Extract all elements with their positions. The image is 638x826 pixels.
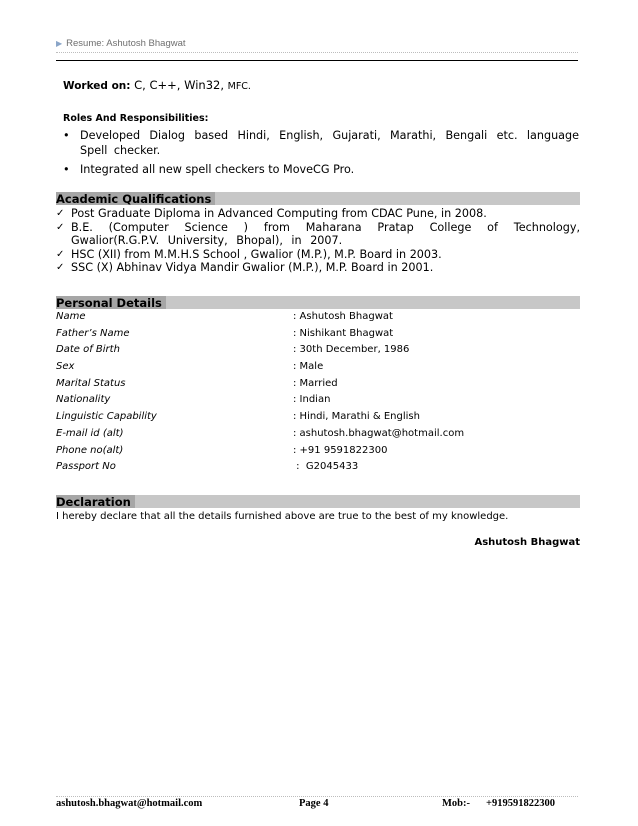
checkmark-icon: ✓ xyxy=(56,221,65,233)
declaration-text: I hereby declare that all the details furnished above are true to the best of my knowledge. xyxy=(56,511,509,522)
worked-on-line xyxy=(63,78,251,92)
role-text: Integrated all new spell checkers to MoveCG Pro. xyxy=(80,163,355,176)
bullet-dot-icon: • xyxy=(63,163,70,176)
worked-on-value: C, C++, Win32, xyxy=(134,78,224,92)
detail-key: Nationality xyxy=(56,394,111,406)
detail-key: Sex xyxy=(56,361,75,373)
list-item xyxy=(56,248,580,262)
academic-text: SSC (X) Abhinav Vidya Mandir Gwalior (M.P.), M.P. Board in 2001. xyxy=(71,261,434,274)
table-row xyxy=(56,311,576,328)
checkmark-icon: ✓ xyxy=(56,208,65,219)
roles-list xyxy=(63,128,579,181)
list-item xyxy=(63,162,579,177)
section-title: Academic Qualifications xyxy=(56,192,215,205)
list-item xyxy=(56,221,580,248)
detail-value: : Indian xyxy=(293,394,331,406)
academic-list xyxy=(56,207,580,275)
detail-key: Name xyxy=(56,311,86,322)
detail-key: E-mail id (alt) xyxy=(56,427,124,439)
table-row xyxy=(56,445,576,462)
detail-key: Passport No xyxy=(56,461,116,473)
table-row xyxy=(56,361,576,378)
table-row xyxy=(56,394,576,411)
table-row xyxy=(56,328,576,345)
detail-key: Marital Status xyxy=(56,377,126,389)
detail-value: : +91 9591822300 xyxy=(293,444,388,456)
role-text: Developed Dialog based Hindi, English, Gujarati, Marathi, Bengali etc. language Spell checker. xyxy=(80,129,579,157)
worked-on-label: Worked on: xyxy=(63,80,131,92)
triangle-right-icon: ▶ xyxy=(56,39,63,48)
roles-title: Roles And Responsibilities: xyxy=(63,113,209,124)
detail-key: Linguistic Capability xyxy=(56,411,157,423)
academic-text: B.E. (Computer Science ) from Maharana Pratap College of Technology, Gwalior(R.G.P.V. University, Bhopal), in 2007. xyxy=(71,220,580,247)
detail-value: : Nishikant Bhagwat xyxy=(293,327,394,339)
checkmark-icon: ✓ xyxy=(56,248,65,260)
detail-key: Date of Birth xyxy=(56,344,120,356)
page-footer xyxy=(56,796,578,811)
footer-page-number: Page 4 xyxy=(299,798,329,809)
worked-on-extra: MFC. xyxy=(227,81,251,92)
personal-details-table xyxy=(56,311,576,478)
section-title: Declaration xyxy=(56,495,135,508)
footer-mob-number: +919591822300 xyxy=(486,798,555,809)
table-row xyxy=(56,378,576,395)
detail-key: Phone no(alt) xyxy=(56,444,124,456)
footer-mob-label: Mob:- xyxy=(442,798,470,809)
personal-section-bar xyxy=(56,296,580,309)
detail-value: : ashutosh.bhagwat@hotmail.com xyxy=(293,427,465,439)
header-title: Resume: Ashutosh Bhagwat xyxy=(66,38,186,49)
detail-value: : Hindi, Marathi & English xyxy=(293,411,420,423)
detail-value: : Married xyxy=(293,377,338,389)
detail-value: : Ashutosh Bhagwat xyxy=(293,311,393,322)
checkmark-icon: ✓ xyxy=(56,262,65,273)
table-row xyxy=(56,411,576,428)
section-title: Personal Details xyxy=(56,296,166,309)
detail-key: Father’s Name xyxy=(56,327,130,339)
list-item xyxy=(63,128,579,158)
page-header xyxy=(56,38,578,53)
table-row xyxy=(56,461,576,478)
header-rule xyxy=(56,60,578,61)
detail-value: : G2045433 xyxy=(293,461,359,473)
table-row xyxy=(56,428,576,445)
academic-text: HSC (XII) from M.M.H.S School , Gwalior (M.P.), M.P. Board in 2003. xyxy=(71,247,442,261)
table-row xyxy=(56,344,576,361)
list-item xyxy=(56,207,580,221)
bullet-dot-icon: • xyxy=(63,129,70,142)
footer-email: ashutosh.bhagwat@hotmail.com xyxy=(56,798,203,809)
list-item xyxy=(56,261,580,275)
declaration-section-bar xyxy=(56,495,580,508)
signature: Ashutosh Bhagwat xyxy=(474,537,580,548)
academic-section-bar xyxy=(56,192,580,205)
academic-text: Post Graduate Diploma in Advanced Computing from CDAC Pune, in 2008. xyxy=(71,207,487,220)
detail-value: : 30th December, 1986 xyxy=(293,344,410,356)
detail-value: : Male xyxy=(293,361,324,373)
